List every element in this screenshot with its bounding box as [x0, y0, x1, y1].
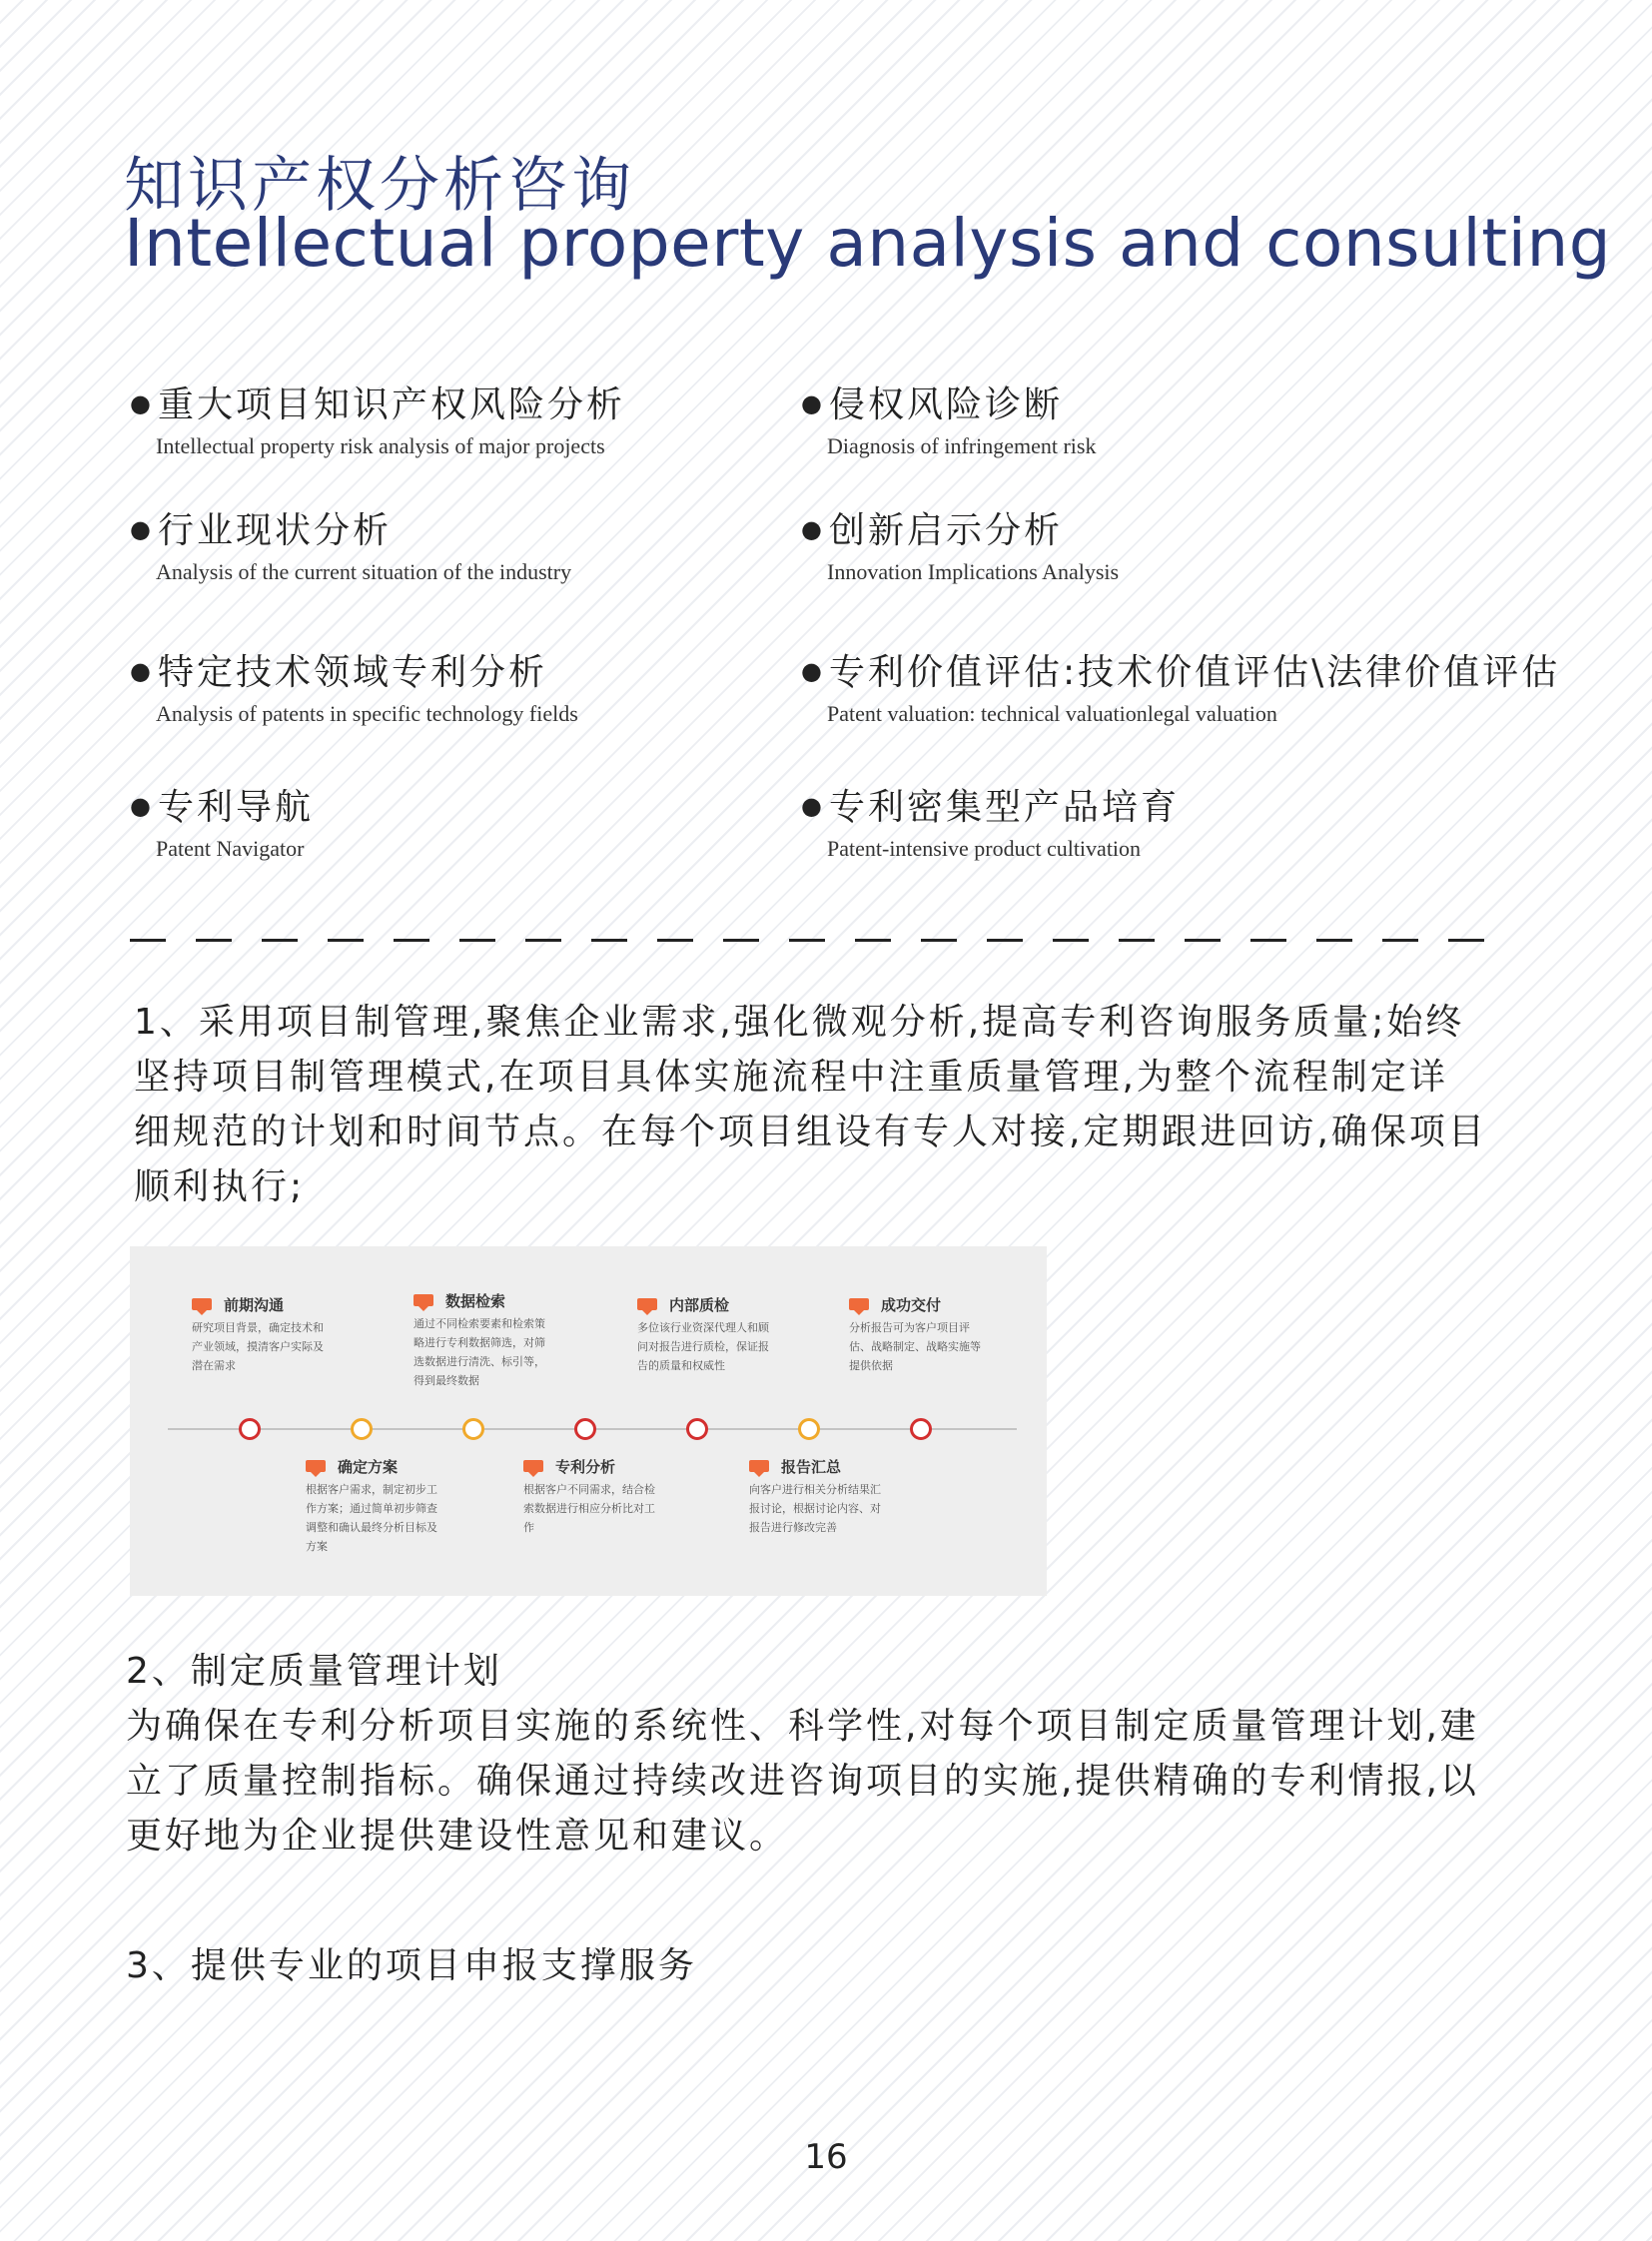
- timeline-node: [910, 1418, 932, 1440]
- section-3-heading: 3、提供专业的项目申报支撑服务: [126, 1945, 697, 1986]
- service-title-cn: ● 创新启示分析: [801, 502, 1119, 553]
- service-item: [801, 376, 1096, 459]
- service-title-en: Intellectual property risk analysis of major projects: [156, 433, 605, 458]
- step-tag-icon: [523, 1460, 543, 1472]
- step-desc: 分析报告可为客户项目评估、战略制定、战略实施等提供依据: [849, 1321, 981, 1372]
- step-desc: 多位该行业资深代理人和顾问对报告进行质检，保证报告的质量和权威性: [637, 1321, 769, 1372]
- timeline-node: [462, 1418, 484, 1440]
- step-tag-icon: [637, 1298, 657, 1310]
- service-title-en: Patent-intensive product cultivation: [827, 836, 1142, 861]
- paragraph-line: 立了质量控制指标。确保通过持续改进咨询项目的实施,提供精确的专利情报,以: [126, 1761, 1479, 1802]
- step-desc: 通过不同检索要素和检索策略进行专利数据筛选，对筛选数据进行清洗、标引等，得到最终数据: [413, 1317, 545, 1387]
- page-number: 16: [804, 2137, 848, 2177]
- section-heading: 2、制定质量管理计划: [126, 1651, 502, 1692]
- service-item: [130, 502, 571, 585]
- step-tag-icon: [192, 1298, 212, 1310]
- service-item: [801, 779, 1180, 862]
- service-title-cn: ● 专利价值评估:技术价值评估\法律价值评估: [801, 644, 1560, 695]
- service-title-en: Innovation Implications Analysis: [827, 559, 1120, 584]
- timeline-node: [574, 1418, 596, 1440]
- timeline-node: [239, 1418, 261, 1440]
- section-1-paragraph: [134, 995, 1487, 1214]
- service-item: [130, 376, 625, 459]
- service-title-cn: ● 重大项目知识产权风险分析: [130, 376, 625, 427]
- timeline-node: [686, 1418, 708, 1440]
- service-item: [801, 502, 1119, 585]
- timeline-node: [351, 1418, 373, 1440]
- page-title-cn: 知识产权分析咨询: [124, 151, 635, 221]
- step-title: 数据检索: [445, 1292, 506, 1310]
- timeline-node: [798, 1418, 820, 1440]
- step-tag-icon: [413, 1294, 433, 1306]
- step-title: 内部质检: [669, 1296, 730, 1314]
- service-title-en: Patent valuation: technical valuationlegal valuation: [827, 701, 1277, 726]
- paragraph-line: 1、采用项目制管理,聚焦企业需求,强化微观分析,提高专利咨询服务质量;始终: [134, 1002, 1465, 1043]
- step-title: 成功交付: [881, 1296, 942, 1314]
- service-title-en: Patent Navigator: [156, 836, 305, 861]
- step-tag-icon: [306, 1460, 326, 1472]
- step-desc: 根据客户需求，制定初步工作方案；通过简单初步筛查调整和确认最终分析目标及方案: [306, 1483, 437, 1553]
- step-tag-icon: [849, 1298, 869, 1310]
- step-desc: 研究项目背景，确定技术和产业领域，摸清客户实际及潜在需求: [192, 1321, 324, 1372]
- service-title-cn: ● 专利导航: [130, 779, 314, 830]
- paragraph-line: 为确保在专利分析项目实施的系统性、科学性,对每个项目制定质量管理计划,建: [126, 1706, 1479, 1747]
- paragraph-line: 坚持项目制管理模式,在项目具体实施流程中注重质量管理,为整个流程制定详: [134, 1057, 1448, 1098]
- step-desc: 根据客户不同需求，结合检索数据进行相应分析比对工作: [523, 1483, 655, 1534]
- service-title-en: Analysis of patents in specific technology fields: [156, 701, 578, 726]
- service-title-cn: ● 行业现状分析: [130, 502, 571, 553]
- process-diagram: [130, 1246, 1047, 1596]
- service-item: [130, 644, 578, 727]
- paragraph-line: 细规范的计划和时间节点。在每个项目组设有专人对接,定期跟进回访,确保项目: [134, 1112, 1487, 1152]
- step-title: 报告汇总: [781, 1458, 842, 1476]
- step-title: 确定方案: [338, 1458, 399, 1476]
- service-title-en: Diagnosis of infringement risk: [827, 433, 1097, 458]
- step-tag-icon: [749, 1460, 769, 1472]
- page-title-en: Intellectual property analysis and consulting: [124, 205, 1612, 282]
- service-item: [130, 779, 314, 862]
- service-title-cn: ● 特定技术领域专利分析: [130, 644, 578, 695]
- paragraph-line: 顺利执行;: [134, 1166, 306, 1207]
- step-title: 专利分析: [555, 1458, 616, 1476]
- service-title-en: Analysis of the current situation of the industry: [156, 559, 572, 584]
- dashed-divider: [130, 939, 1513, 942]
- step-title: 前期沟通: [224, 1296, 285, 1314]
- paragraph-line: 更好地为企业提供建设性意见和建议。: [126, 1816, 789, 1857]
- step-desc: 向客户进行相关分析结果汇报讨论，根据讨论内容、对报告进行修改完善: [749, 1483, 881, 1534]
- service-title-cn: ● 侵权风险诊断: [801, 376, 1096, 427]
- service-title-cn: ● 专利密集型产品培育: [801, 779, 1180, 830]
- service-item: [801, 644, 1560, 727]
- section-2: [126, 1644, 1479, 1864]
